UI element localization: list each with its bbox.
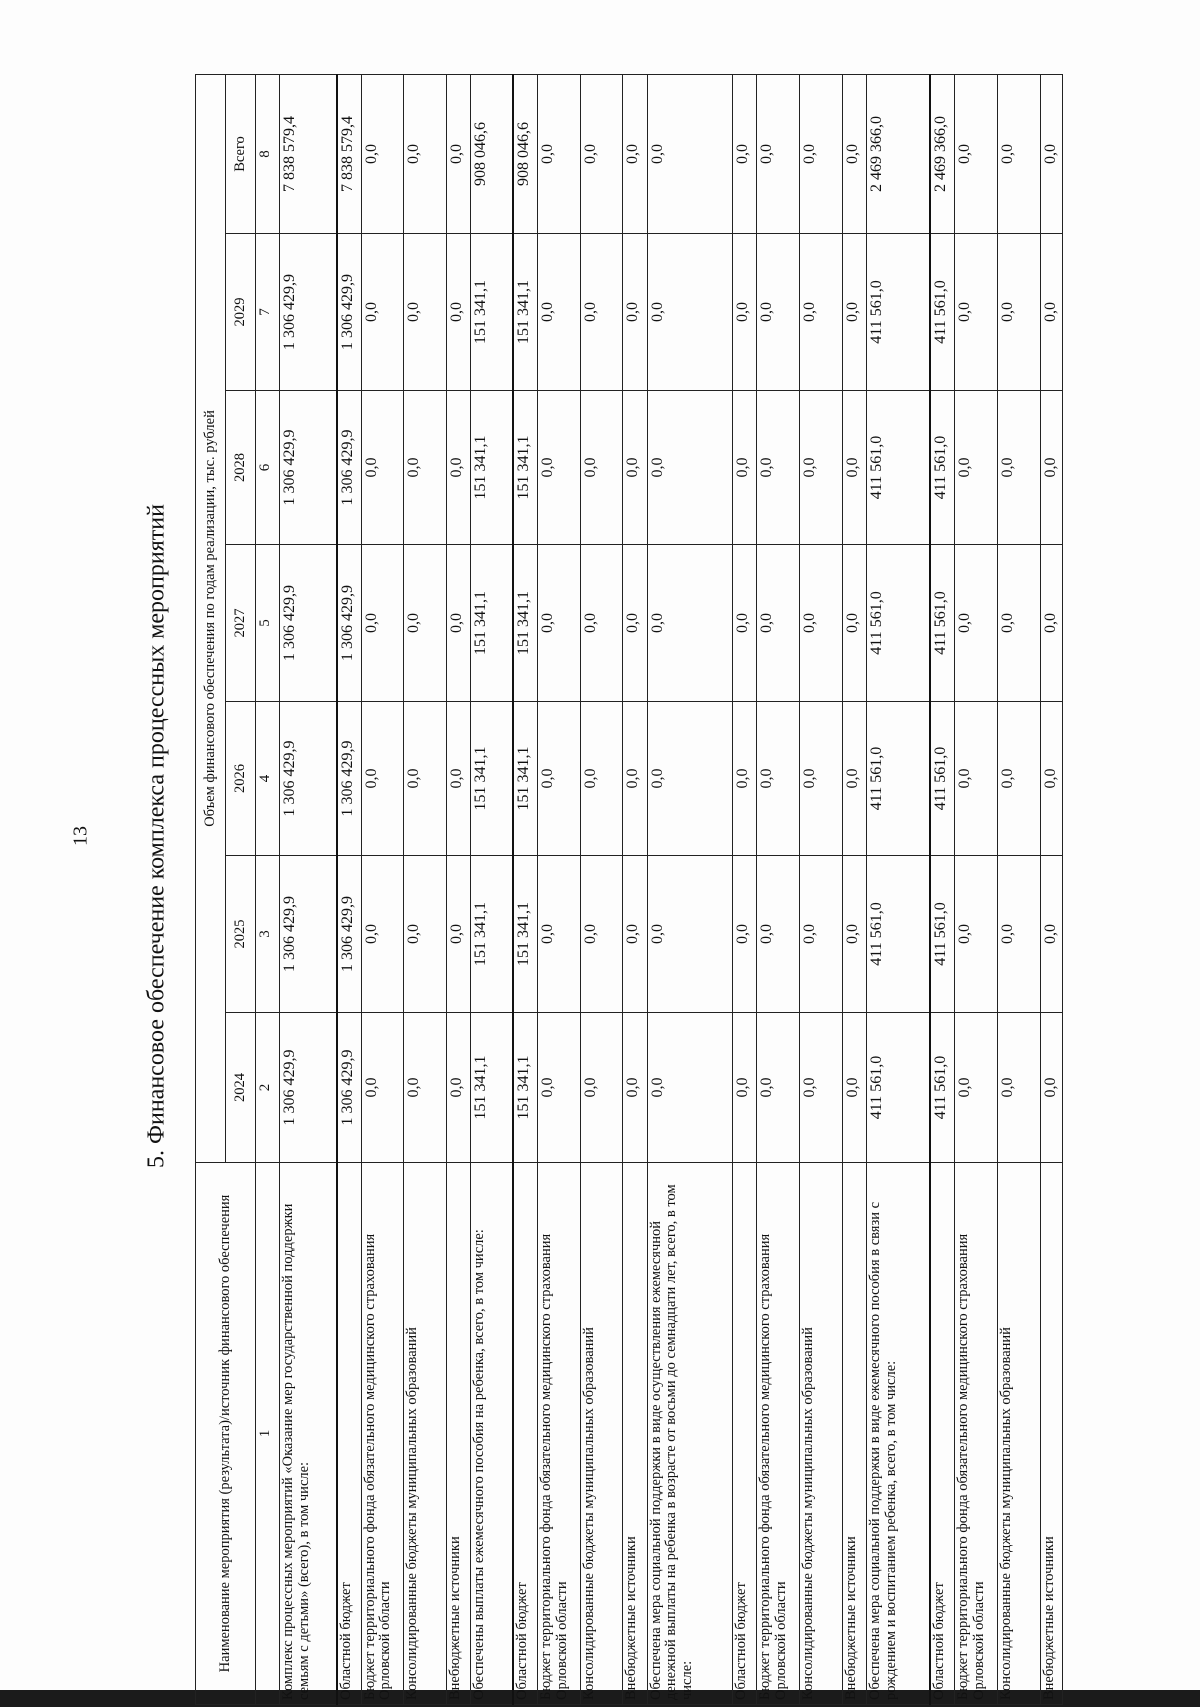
- table-row: [757, 74, 800, 1704]
- table-row: [404, 74, 447, 1704]
- row-name-cell: Областной бюджет: [513, 1163, 537, 1705]
- row-value-cell: 0,0: [404, 545, 447, 702]
- row-name-cell: Бюджет территориального фонда обязательного медицинского страхования Орловской области: [361, 1163, 404, 1705]
- row-value-cell: 0,0: [955, 1013, 998, 1163]
- row-value-cell: 0,0: [538, 234, 581, 391]
- row-total-cell: 0,0: [733, 74, 757, 233]
- row-name-cell: Обеспечена мера социальной поддержки в виде ежемесячного пособия в связи с рождением и воспитанием ребенка, всего, в том числе:: [867, 1163, 931, 1705]
- row-value-cell: 0,0: [842, 545, 866, 702]
- row-value-cell: 0,0: [580, 1013, 623, 1163]
- row-value-cell: 411 561,0: [930, 702, 954, 856]
- row-total-cell: 0,0: [955, 74, 998, 233]
- header-year: 2027: [226, 545, 256, 702]
- row-value-cell: 0,0: [842, 702, 866, 856]
- row-name-cell: Консолидированные бюджеты муниципальных образований: [800, 1163, 843, 1705]
- header-total: Всего: [226, 74, 256, 233]
- row-value-cell: 0,0: [647, 1013, 732, 1163]
- row-value-cell: 0,0: [757, 391, 800, 545]
- row-value-cell: 0,0: [623, 234, 647, 391]
- row-value-cell: 0,0: [800, 702, 843, 856]
- row-value-cell: 0,0: [647, 856, 732, 1013]
- row-value-cell: 1 306 429,9: [337, 702, 361, 856]
- row-name-cell: Внебюджетные источники: [623, 1163, 647, 1705]
- row-value-cell: 0,0: [955, 856, 998, 1013]
- row-value-cell: 0,0: [623, 545, 647, 702]
- row-value-cell: 0,0: [800, 234, 843, 391]
- row-total-cell: 2 469 366,0: [867, 74, 931, 233]
- row-value-cell: 0,0: [538, 1013, 581, 1163]
- row-value-cell: 0,0: [404, 702, 447, 856]
- table-row: [800, 74, 843, 1704]
- row-value-cell: 0,0: [1040, 702, 1062, 856]
- row-value-cell: 0,0: [1040, 1013, 1062, 1163]
- row-value-cell: 0,0: [757, 702, 800, 856]
- row-value-cell: 0,0: [446, 545, 470, 702]
- row-total-cell: 0,0: [1040, 74, 1062, 233]
- table-row: [930, 74, 954, 1704]
- row-value-cell: 0,0: [733, 391, 757, 545]
- row-value-cell: 0,0: [1040, 234, 1062, 391]
- row-value-cell: 151 341,1: [471, 234, 514, 391]
- row-value-cell: 0,0: [361, 1013, 404, 1163]
- header-year: 2025: [226, 856, 256, 1013]
- table-row: [280, 74, 337, 1704]
- row-value-cell: 0,0: [538, 545, 581, 702]
- table-row: [1040, 74, 1062, 1704]
- row-name-cell: Бюджет территориального фонда обязательного медицинского страхования Орловской области: [955, 1163, 998, 1705]
- row-value-cell: 0,0: [404, 856, 447, 1013]
- row-name-cell: Внебюджетные источники: [842, 1163, 866, 1705]
- row-name-cell: Внебюджетные источники: [446, 1163, 470, 1705]
- row-value-cell: 0,0: [404, 391, 447, 545]
- row-value-cell: 0,0: [538, 391, 581, 545]
- row-value-cell: 411 561,0: [930, 545, 954, 702]
- column-number: 2: [256, 1013, 280, 1163]
- row-total-cell: 2 469 366,0: [930, 74, 954, 233]
- row-value-cell: 0,0: [842, 856, 866, 1013]
- column-number: 1: [256, 1163, 280, 1705]
- row-value-cell: 0,0: [757, 234, 800, 391]
- row-value-cell: 0,0: [580, 391, 623, 545]
- row-value-cell: 0,0: [842, 234, 866, 391]
- column-number: 3: [256, 856, 280, 1013]
- header-year: 2024: [226, 1013, 256, 1163]
- row-total-cell: 0,0: [580, 74, 623, 233]
- row-value-cell: 1 306 429,9: [337, 856, 361, 1013]
- row-value-cell: 0,0: [446, 856, 470, 1013]
- row-value-cell: 0,0: [955, 545, 998, 702]
- row-name-cell: Обеспечена мера социальной поддержки в виде осуществления ежемесячной денежной выплаты на ребенка в возрасте от восьми до семнадцати лет, всего, в том числе:: [647, 1163, 732, 1705]
- row-value-cell: 0,0: [361, 702, 404, 856]
- row-value-cell: 0,0: [997, 1013, 1040, 1163]
- row-value-cell: 411 561,0: [930, 1013, 954, 1163]
- financing-table-container: [195, 75, 1063, 1705]
- row-value-cell: 151 341,1: [513, 856, 537, 1013]
- row-value-cell: 0,0: [757, 545, 800, 702]
- table-row: [337, 74, 361, 1704]
- row-value-cell: 0,0: [733, 545, 757, 702]
- row-value-cell: 151 341,1: [513, 1013, 537, 1163]
- row-value-cell: 151 341,1: [513, 545, 537, 702]
- row-value-cell: 411 561,0: [867, 856, 931, 1013]
- row-name-cell: Бюджет территориального фонда обязательного медицинского страхования Орловской области: [538, 1163, 581, 1705]
- table-row: [867, 74, 931, 1704]
- financing-table: [195, 74, 1063, 1705]
- column-number: 7: [256, 234, 280, 391]
- row-total-cell: 0,0: [404, 74, 447, 233]
- table-row: [361, 74, 404, 1704]
- row-total-cell: 0,0: [800, 74, 843, 233]
- row-value-cell: 0,0: [757, 1013, 800, 1163]
- row-name-cell: Внебюджетные источники: [1040, 1163, 1062, 1705]
- row-value-cell: 0,0: [446, 702, 470, 856]
- row-value-cell: 0,0: [361, 391, 404, 545]
- row-total-cell: 7 838 579,4: [337, 74, 361, 233]
- row-value-cell: 151 341,1: [513, 391, 537, 545]
- table-header: [196, 74, 256, 1704]
- row-value-cell: 0,0: [955, 702, 998, 856]
- row-value-cell: 0,0: [580, 702, 623, 856]
- table-row: [842, 74, 866, 1704]
- row-value-cell: 0,0: [580, 856, 623, 1013]
- row-name-cell: Бюджет территориального фонда обязательного медицинского страхования Орловской области: [757, 1163, 800, 1705]
- row-value-cell: 0,0: [623, 1013, 647, 1163]
- column-numbers-row: [256, 74, 280, 1704]
- row-value-cell: 151 341,1: [513, 234, 537, 391]
- row-value-cell: 0,0: [647, 234, 732, 391]
- table-row: [997, 74, 1040, 1704]
- row-value-cell: 0,0: [1040, 391, 1062, 545]
- row-value-cell: 1 306 429,9: [280, 702, 337, 856]
- row-value-cell: 0,0: [647, 545, 732, 702]
- header-year: 2029: [226, 234, 256, 391]
- row-value-cell: 151 341,1: [513, 702, 537, 856]
- column-number: 6: [256, 391, 280, 545]
- row-value-cell: 0,0: [580, 545, 623, 702]
- row-value-cell: 151 341,1: [471, 391, 514, 545]
- column-number: 8: [256, 74, 280, 233]
- row-value-cell: 0,0: [955, 234, 998, 391]
- row-value-cell: 0,0: [647, 391, 732, 545]
- row-name-cell: Консолидированные бюджеты муниципальных образований: [404, 1163, 447, 1705]
- row-total-cell: 7 838 579,4: [280, 74, 337, 233]
- row-value-cell: 0,0: [647, 702, 732, 856]
- row-value-cell: 151 341,1: [471, 545, 514, 702]
- row-value-cell: 1 306 429,9: [280, 234, 337, 391]
- row-value-cell: 0,0: [997, 856, 1040, 1013]
- row-name-cell: Консолидированные бюджеты муниципальных образований: [997, 1163, 1040, 1705]
- table-row: [623, 74, 647, 1704]
- table-row: [538, 74, 581, 1704]
- row-value-cell: 0,0: [997, 234, 1040, 391]
- row-value-cell: 1 306 429,9: [337, 391, 361, 545]
- row-value-cell: 0,0: [955, 391, 998, 545]
- row-value-cell: 0,0: [1040, 545, 1062, 702]
- row-value-cell: 0,0: [361, 545, 404, 702]
- row-value-cell: 0,0: [623, 391, 647, 545]
- row-value-cell: 0,0: [733, 1013, 757, 1163]
- row-total-cell: 0,0: [997, 74, 1040, 233]
- row-value-cell: 411 561,0: [867, 391, 931, 545]
- row-value-cell: 0,0: [842, 391, 866, 545]
- header-name-cell: Наименование мероприятия (результата)/источник финансового обеспечения: [196, 1163, 256, 1705]
- section-heading: 5. Финансовое обеспечение комплекса процессных мероприятий: [143, 504, 170, 1168]
- row-value-cell: 0,0: [733, 856, 757, 1013]
- row-total-cell: 0,0: [842, 74, 866, 233]
- row-value-cell: 0,0: [361, 856, 404, 1013]
- table-row: [955, 74, 998, 1704]
- row-name-cell: Областной бюджет: [337, 1163, 361, 1705]
- column-number: 4: [256, 702, 280, 856]
- row-total-cell: 0,0: [623, 74, 647, 233]
- row-name-cell: Обеспечены выплаты ежемесячного пособия на ребенка, всего, в том числе:: [471, 1163, 514, 1705]
- row-value-cell: 0,0: [997, 545, 1040, 702]
- header-volume-cell: Объем финансового обеспечения по годам реализации, тыс. рублей: [196, 74, 226, 1162]
- row-value-cell: 0,0: [361, 234, 404, 391]
- row-value-cell: 0,0: [800, 856, 843, 1013]
- row-value-cell: 411 561,0: [930, 391, 954, 545]
- row-total-cell: 0,0: [538, 74, 581, 233]
- row-value-cell: 0,0: [733, 234, 757, 391]
- row-value-cell: 1 306 429,9: [337, 234, 361, 391]
- row-value-cell: 0,0: [1040, 856, 1062, 1013]
- row-total-cell: 0,0: [757, 74, 800, 233]
- row-value-cell: 151 341,1: [471, 1013, 514, 1163]
- row-value-cell: 1 306 429,9: [280, 545, 337, 702]
- column-number: 5: [256, 545, 280, 702]
- row-value-cell: 411 561,0: [930, 856, 954, 1013]
- row-value-cell: 0,0: [623, 702, 647, 856]
- table-row: [513, 74, 537, 1704]
- row-value-cell: 411 561,0: [867, 1013, 931, 1163]
- table-body: [256, 74, 1063, 1704]
- table-row: [471, 74, 514, 1704]
- row-value-cell: 0,0: [538, 702, 581, 856]
- row-name-cell: Областной бюджет: [733, 1163, 757, 1705]
- row-value-cell: 411 561,0: [867, 702, 931, 856]
- row-value-cell: 0,0: [733, 702, 757, 856]
- row-value-cell: 1 306 429,9: [337, 1013, 361, 1163]
- row-value-cell: 0,0: [997, 391, 1040, 545]
- row-value-cell: 0,0: [757, 856, 800, 1013]
- table-row: [733, 74, 757, 1704]
- table-row: [647, 74, 732, 1704]
- table-row: [580, 74, 623, 1704]
- row-value-cell: 0,0: [538, 856, 581, 1013]
- row-value-cell: 411 561,0: [930, 234, 954, 391]
- row-value-cell: 411 561,0: [867, 234, 931, 391]
- row-value-cell: 0,0: [800, 391, 843, 545]
- row-value-cell: 0,0: [623, 856, 647, 1013]
- row-value-cell: 0,0: [580, 234, 623, 391]
- row-total-cell: 908 046,6: [471, 74, 514, 233]
- row-name-cell: Комплекс процессных мероприятий «Оказание мер государственной поддержки семьям с детьми» (всего), в том числе:: [280, 1163, 337, 1705]
- table-row: [446, 74, 470, 1704]
- row-value-cell: 411 561,0: [867, 545, 931, 702]
- row-value-cell: 0,0: [800, 1013, 843, 1163]
- row-value-cell: 0,0: [446, 234, 470, 391]
- row-value-cell: 151 341,1: [471, 702, 514, 856]
- row-total-cell: 908 046,6: [513, 74, 537, 233]
- row-value-cell: 0,0: [446, 1013, 470, 1163]
- row-value-cell: 0,0: [800, 545, 843, 702]
- page-number: 13: [69, 826, 92, 846]
- row-name-cell: Областной бюджет: [930, 1163, 954, 1705]
- row-value-cell: 1 306 429,9: [337, 545, 361, 702]
- row-total-cell: 0,0: [446, 74, 470, 233]
- row-value-cell: 151 341,1: [471, 856, 514, 1013]
- row-value-cell: 1 306 429,9: [280, 1013, 337, 1163]
- header-year: 2026: [226, 702, 256, 856]
- row-value-cell: 0,0: [404, 234, 447, 391]
- header-year: 2028: [226, 391, 256, 545]
- row-value-cell: 1 306 429,9: [280, 856, 337, 1013]
- row-total-cell: 0,0: [361, 74, 404, 233]
- row-value-cell: 1 306 429,9: [280, 391, 337, 545]
- row-value-cell: 0,0: [842, 1013, 866, 1163]
- row-value-cell: 0,0: [404, 1013, 447, 1163]
- row-value-cell: 0,0: [446, 391, 470, 545]
- row-total-cell: 0,0: [647, 74, 732, 233]
- row-value-cell: 0,0: [997, 702, 1040, 856]
- row-name-cell: Консолидированные бюджеты муниципальных образований: [580, 1163, 623, 1705]
